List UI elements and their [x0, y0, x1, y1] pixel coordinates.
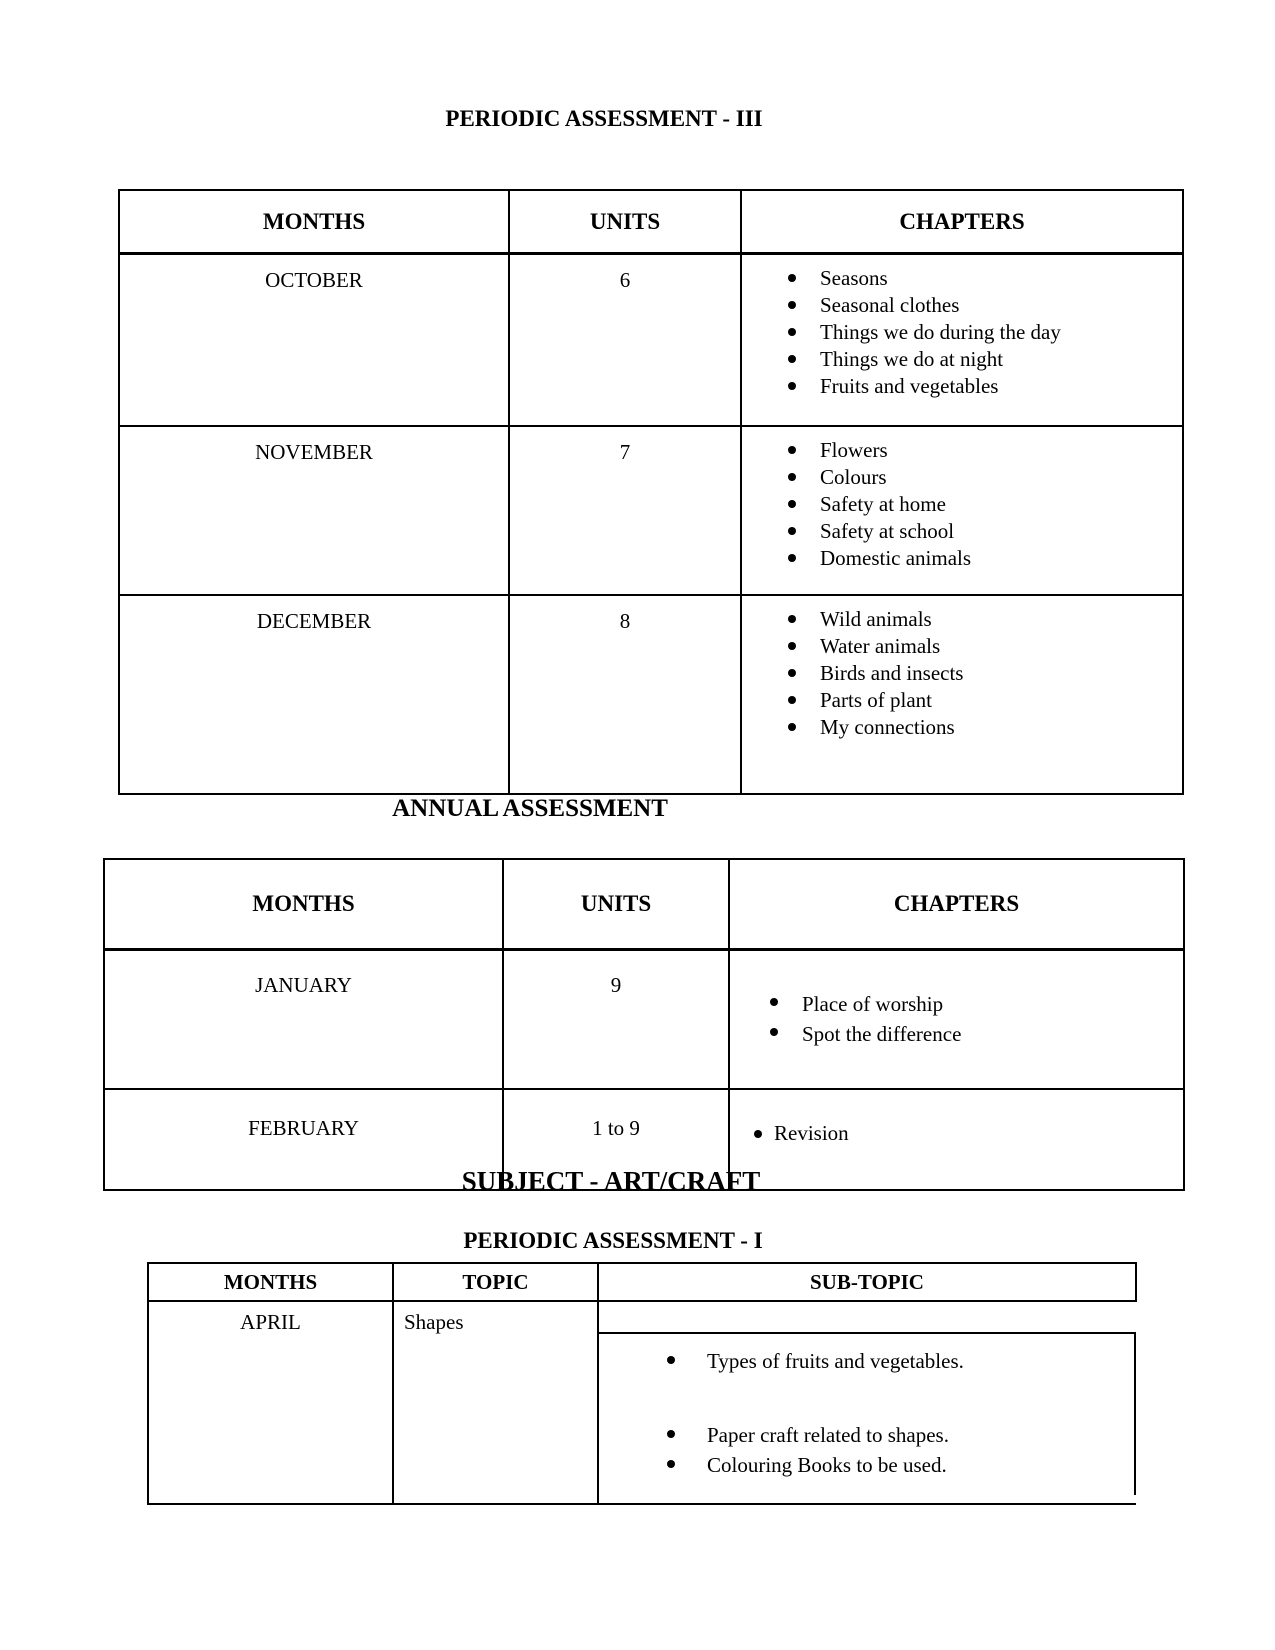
chapters-cell [741, 254, 1183, 427]
chapter-item: Colours [788, 464, 1182, 491]
subtopic-inner-box [599, 1332, 1136, 1495]
annual-assessment-table [103, 858, 1185, 1191]
chapters-cell [729, 950, 1184, 1090]
periodic-assessment-1-title: PERIODIC ASSESSMENT - I [463, 1228, 763, 1253]
chapter-item: Birds and insects [788, 660, 1182, 687]
chapter-item: Things we do at night [788, 346, 1182, 373]
table-header-row [148, 1263, 1136, 1301]
chapters-cell [741, 595, 1183, 794]
artcraft-assessment-table [147, 1262, 1137, 1505]
subtopic-list [599, 1334, 1134, 1480]
units-cell: 8 [509, 595, 741, 794]
chapter-item: Revision [754, 1120, 1183, 1147]
col-header-chapters: CHAPTERS [741, 190, 1183, 254]
units-cell: 1 to 9 [503, 1089, 729, 1190]
chapter-item: Seasonal clothes [788, 292, 1182, 319]
month-cell: OCTOBER [119, 254, 509, 427]
chapter-item: Flowers [788, 437, 1182, 464]
chapter-item: Place of worship [770, 989, 1183, 1019]
annual-assessment-title: ANNUAL ASSESSMENT [392, 795, 668, 822]
table-row-november [119, 426, 1183, 595]
table-header-row [119, 190, 1183, 254]
month-cell: NOVEMBER [119, 426, 509, 595]
units-cell: 6 [509, 254, 741, 427]
col-header-months: MONTHS [148, 1263, 393, 1301]
table-row-december [119, 595, 1183, 794]
chapter-item: My connections [788, 714, 1182, 741]
chapter-item: Water animals [788, 633, 1182, 660]
month-cell: FEBRUARY [104, 1089, 503, 1190]
chapters-list [730, 951, 1183, 1049]
chapter-item: Domestic animals [788, 545, 1182, 572]
periodic-assessment-3-title: PERIODIC ASSESSMENT - III [445, 106, 763, 131]
table-row-april [148, 1301, 1136, 1504]
col-header-months: MONTHS [104, 859, 503, 950]
chapter-item: Spot the difference [770, 1019, 1183, 1049]
chapters-list [742, 596, 1182, 741]
periodic-assessment-3-table [118, 189, 1184, 795]
table-row-october [119, 254, 1183, 427]
col-header-chapters: CHAPTERS [729, 859, 1184, 950]
col-header-units: UNITS [503, 859, 729, 950]
col-header-units: UNITS [509, 190, 741, 254]
month-cell: DECEMBER [119, 595, 509, 794]
chapter-item: Things we do during the day [788, 319, 1182, 346]
month-cell: APRIL [148, 1301, 393, 1504]
month-cell: JANUARY [104, 950, 503, 1090]
table-row-january [104, 950, 1184, 1090]
subtopic-item: Types of fruits and vegetables. [667, 1346, 1134, 1376]
col-header-topic: TOPIC [393, 1263, 598, 1301]
subtopic-item: Colouring Books to be used. [667, 1450, 1134, 1480]
chapters-list [742, 255, 1182, 400]
chapters-list [742, 427, 1182, 572]
chapters-list [730, 1090, 1183, 1147]
subtopic-item: Paper craft related to shapes. [667, 1420, 1134, 1450]
chapter-item: Wild animals [788, 606, 1182, 633]
chapter-item: Seasons [788, 265, 1182, 292]
chapter-item: Parts of plant [788, 687, 1182, 714]
topic-cell: Shapes [393, 1301, 598, 1504]
units-cell: 7 [509, 426, 741, 595]
subtopic-cell [598, 1301, 1136, 1504]
chapter-item: Safety at school [788, 518, 1182, 545]
units-cell: 9 [503, 950, 729, 1090]
col-header-subtopic: SUB-TOPIC [598, 1263, 1136, 1301]
chapter-item: Fruits and vegetables [788, 373, 1182, 400]
chapter-item: Safety at home [788, 491, 1182, 518]
table-header-row [104, 859, 1184, 950]
subject-artcraft-title: SUBJECT - ART/CRAFT [461, 1166, 761, 1196]
col-header-months: MONTHS [119, 190, 509, 254]
chapters-cell [741, 426, 1183, 595]
